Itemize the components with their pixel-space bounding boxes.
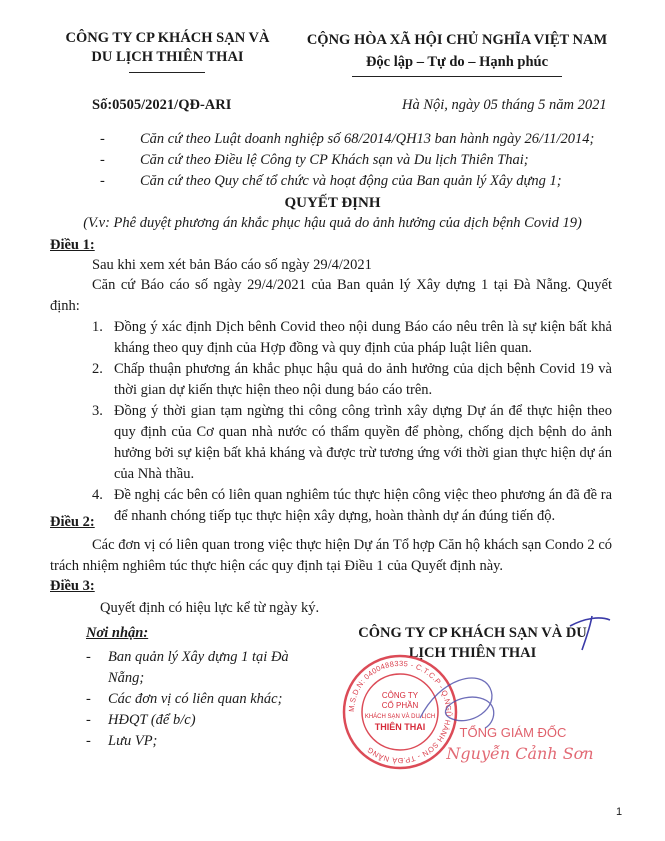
seal-text: THIÊN THAI — [374, 722, 426, 732]
recipient-item: - Lưu VP; — [86, 733, 158, 749]
recipients-list — [86, 647, 326, 752]
article2-text: Các đơn vị có liên quan trong việc thực hiện Dự án Tổ hợp Căn hộ khách sạn Condo 2 có trách nhiệm nghiêm túc thực hiện các quy định tại Điều 1 của Quyết định này. — [50, 537, 612, 574]
recipient-item: - Các đơn vị có liên quan khác; — [86, 691, 283, 707]
motto-underline — [352, 76, 562, 77]
seal-text: CÔNG TY — [381, 691, 419, 700]
nation-motto: Độc lập – Tự do – Hạnh phúc — [365, 54, 549, 70]
seal-text: CỔ PHẦN — [381, 701, 419, 710]
document-number: Số:0505/2021/QĐ-ARI — [92, 97, 232, 113]
seal-text: KHÁCH SẠN VÀ DU LỊCH — [364, 714, 436, 720]
article1-intro1: Sau khi xem xét bản Báo cáo số ngày 29/4/2021 — [92, 257, 372, 273]
company-name-line1: CÔNG TY CP KHÁCH SẠN VÀ — [65, 30, 270, 46]
basis-item: - Căn cứ theo Luật doanh nghiệp số 68/2014/QH13 ban hành ngày 26/11/2014; — [100, 131, 595, 147]
basis-item: - Căn cứ theo Quy chế tổ chức và hoạt động của Ban quản lý Xây dựng 1; — [100, 173, 562, 189]
article1-intro2: Căn cứ Báo cáo số ngày 29/4/2021 của Ban quản lý Xây dựng 1 tại Đà Nẵng. Quyết định: — [50, 277, 612, 314]
svg-text:M.S.D.N: 0400488335 - C.T.C.P: M.S.D.N: 0400488335 - C.T.C.P - Q.NGŨ HÀNH SƠN - TP.ĐÀ NẴNG — [346, 658, 454, 766]
legal-bases — [100, 129, 620, 192]
company-underline — [129, 72, 205, 73]
decision-subtitle: (V.v: Phê duyệt phương án khắc phục hậu quả do ảnh hưởng của dịch bệnh Covid 19) — [83, 215, 582, 231]
decision-item: 4. Đề nghị các bên có liên quan nghiêm túc thực hiện công việc theo phương án đã đề ra để nhanh chóng tiếp tục thực hiện xây dựng, hoàn thành dự án đúng tiến độ. — [92, 487, 612, 524]
decision-title: QUYẾT ĐỊNH — [284, 195, 381, 211]
signature-company-line2: LỊCH THIÊN THAI — [408, 645, 537, 661]
page-number: 1 — [616, 806, 623, 818]
company-name-line2: DU LỊCH THIÊN THAI — [91, 49, 244, 65]
decision-item: 1. Đồng ý xác định Dịch bênh Covid theo nội dung Báo cáo nêu trên là sự kiện bất khả kháng theo quy định của Hợp đồng và quy định của pháp luật liên quan. — [92, 319, 612, 356]
decision-item: 3. Đồng ý thời gian tạm ngừng thi công công trình xây dựng Dự án để thực hiện theo quy định của Cơ quan nhà nước có thẩm quyền để phòng, chống dịch bệnh do ảnh hưởng bởi sự kiện bất khả kháng và được trừ tương ứng với thời gian thực hiện dự án của Nhà thầu. — [92, 403, 612, 482]
signer-role: TỔNG GIÁM ĐỐC — [459, 725, 567, 740]
article3-heading: Điều 3: — [50, 578, 95, 594]
article2-heading: Điều 2: — [50, 514, 95, 530]
date-place: Hà Nội, ngày 05 tháng 5 năm 2021 — [402, 97, 607, 113]
article1-items — [92, 317, 612, 527]
article3-text: Quyết định có hiệu lực kể từ ngày ký. — [100, 600, 320, 616]
recipient-item: - Ban quản lý Xây dựng 1 tại Đà Nẵng; — [86, 649, 289, 686]
nation-line1: CỘNG HÒA XÃ HỘI CHỦ NGHĨA VIỆT NAM — [306, 32, 608, 48]
signer-name: Nguyễn Cảnh Sơn — [446, 744, 594, 763]
recipient-item: - HĐQT (để b/c) — [86, 712, 196, 728]
basis-item: - Căn cứ theo Điều lệ Công ty CP Khách sạn và Du lịch Thiên Thai; — [100, 152, 529, 168]
nation-header — [302, 29, 612, 73]
recipients-heading: Nơi nhận: — [86, 625, 149, 641]
company-header — [55, 29, 280, 67]
article1-heading: Điều 1: — [50, 237, 95, 253]
decision-item: 2. Chấp thuận phương án khắc phục hậu quả do ảnh hưởng của dịch bệnh Covid 19 và thời gian dự kiến thực hiện theo nội dung báo cáo trên. — [92, 361, 612, 398]
signature-company-line1: CÔNG TY CP KHÁCH SẠN VÀ DU — [358, 625, 587, 641]
